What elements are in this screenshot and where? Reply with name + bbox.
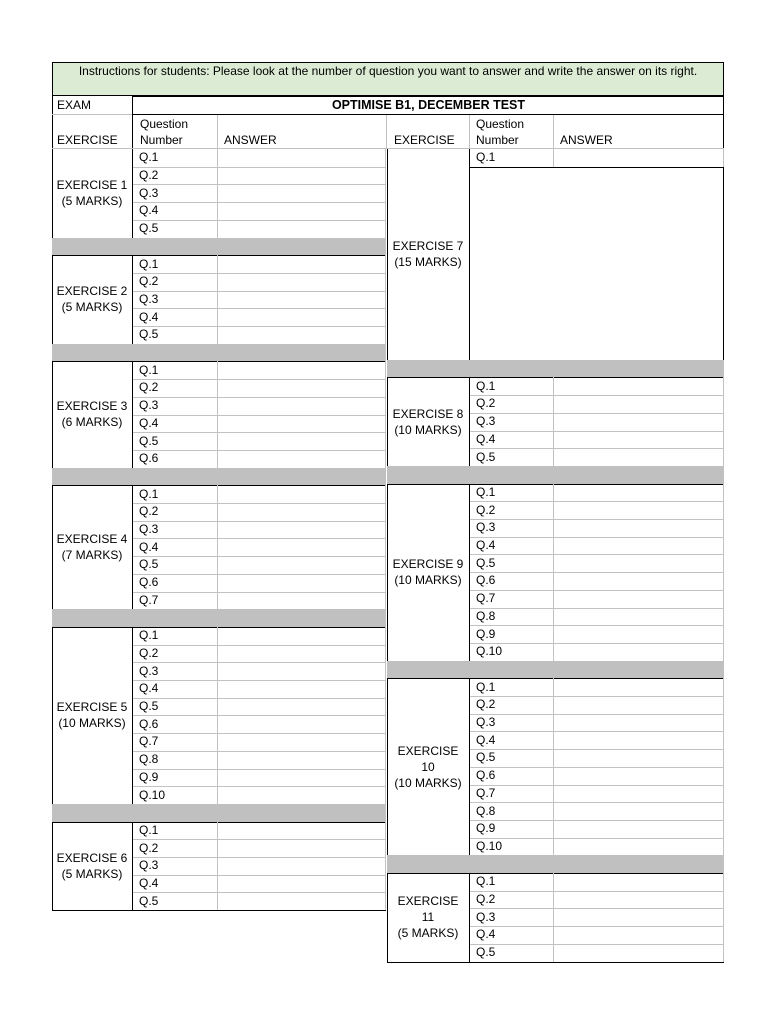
exercise-name: 11 [421,910,435,925]
separator-row [52,804,386,822]
right-border [723,873,724,962]
answer-field[interactable] [554,502,723,518]
exercise-marks: (7 MARKS) [61,548,123,563]
answer-divider [553,678,554,855]
exercise-marks: (10 MARKS) [394,422,462,437]
answer-field[interactable] [218,699,385,715]
question-number: Q.3 [139,663,159,678]
answer-field[interactable] [218,274,385,290]
answer-field[interactable] [218,486,385,502]
exercise-divider [469,484,470,661]
answer-field[interactable] [554,520,723,536]
question-number: Q.3 [139,398,159,413]
question-number: Q.2 [476,502,496,517]
frame-divider [469,115,470,149]
answer-divider [217,255,218,344]
exam-title: OPTIMISE B1, DECEMBER TEST [331,98,526,112]
exercise-divider [132,361,133,467]
exercise-label [387,484,469,661]
question-number: Q.1 [139,486,159,501]
instructions-banner [52,62,724,96]
question-number: Q.1 [139,150,159,165]
answer-field[interactable] [218,416,385,432]
exercise-left-border [52,822,53,911]
right-border [723,678,724,855]
question-number: Q.10 [476,838,503,853]
answer-divider [217,627,218,804]
question-number: Q.4 [139,681,159,696]
answer-field[interactable] [218,734,385,750]
question-number: Q.5 [139,893,159,908]
question-number: Q.2 [139,840,159,855]
left-question-header-line1: Question [140,117,189,131]
exercise-marks: (5 MARKS) [61,300,123,315]
answer-field[interactable] [218,185,385,201]
question-number: Q.1 [476,150,496,165]
answer-divider [553,149,554,167]
answer-field[interactable] [554,644,723,660]
question-number: Q.4 [476,431,496,446]
question-number: Q.6 [476,573,496,588]
right-border [723,484,724,661]
left-exercise-header: EXERCISE [57,133,118,147]
frame-divider [132,96,133,149]
answer-field[interactable] [218,876,385,892]
exercise-name: EXERCISE [397,894,459,909]
question-number: Q.1 [476,484,496,499]
question-number: Q.6 [476,768,496,783]
separator-row [52,344,386,362]
left-answer-header: ANSWER [224,133,277,147]
exercise-label [52,255,132,344]
question-number: Q.6 [139,575,159,590]
right-question-header-line1: Question [476,117,525,131]
answer-field[interactable] [554,750,723,766]
answer-field[interactable] [218,309,385,325]
separator-row [52,238,386,256]
answer-field[interactable] [554,538,723,554]
exercise-bottom-border [387,962,724,963]
answer-field[interactable] [218,433,385,449]
exercise-label [387,873,469,962]
exercise-left-border [387,377,388,466]
answer-field[interactable] [554,449,723,465]
answer-field[interactable] [554,432,723,448]
answer-field[interactable] [218,398,385,414]
exercise-marks: (10 MARKS) [58,716,126,731]
question-number: Q.4 [476,538,496,553]
exercise-divider [469,149,470,360]
separator-row [387,360,724,378]
question-number: Q.2 [139,380,159,395]
question-number: Q.3 [139,185,159,200]
exercise-label [387,377,469,466]
answer-field[interactable] [218,752,385,768]
question-number: Q.4 [139,876,159,891]
separator-row [52,609,386,627]
right-border [385,149,386,238]
exercise-label [52,149,132,238]
question-number: Q.4 [139,203,159,218]
answer-field[interactable] [218,646,385,662]
right-border [385,485,386,609]
question-number: Q.3 [139,858,159,873]
question-number: Q.3 [139,291,159,306]
question-number: Q.9 [476,821,496,836]
question-number: Q.7 [476,785,496,800]
exercise-marks: (10 MARKS) [394,775,462,790]
question-number: Q.5 [139,433,159,448]
left-question-number-header [133,115,217,149]
answer-field[interactable] [554,485,723,501]
exercise-label [52,627,132,804]
answer-field[interactable] [218,893,385,909]
question-number: Q.4 [139,539,159,554]
question-number: Q.10 [476,644,503,659]
answer-field[interactable] [554,573,723,589]
exercise-marks: (5 MARKS) [61,866,123,881]
answer-field[interactable] [218,504,385,520]
answer-field[interactable] [218,203,385,219]
question-number: Q.3 [476,715,496,730]
answer-field[interactable] [218,787,385,803]
exam-label: EXAM [57,98,92,112]
answer-field[interactable] [554,892,723,908]
exercise-left-border [52,361,53,467]
answer-field[interactable] [218,168,385,184]
right-answer-header: ANSWER [560,133,613,147]
exercise-name: EXERCISE 1 [56,178,128,193]
frame-divider [217,115,218,149]
question-number: Q.5 [476,555,496,570]
separator-row [387,466,724,484]
exercise-label [387,149,469,360]
answer-field[interactable] [554,396,723,412]
question-number: Q.3 [139,522,159,537]
question-number: Q.2 [139,168,159,183]
exercise-name: 10 [421,759,435,774]
answer-divider [553,377,554,466]
right-question-number-header [469,115,553,149]
exercise-left-border [387,484,388,661]
answer-field[interactable] [218,557,385,573]
question-number: Q.10 [139,787,166,802]
question-number: Q.8 [476,803,496,818]
answer-divider [553,873,554,962]
answer-field[interactable] [554,150,723,166]
exercise-marks: (15 MARKS) [394,255,462,270]
question-number: Q.2 [476,396,496,411]
exercise-label [387,678,469,855]
exercise-left-border [52,149,53,238]
question-number: Q.5 [139,699,159,714]
exercise-divider [132,485,133,609]
answer-field[interactable] [218,380,385,396]
question-number: Q.4 [476,732,496,747]
answer-field[interactable] [554,768,723,784]
question-number: Q.6 [139,451,159,466]
exercise-divider [132,822,133,911]
exercise-name: EXERCISE 3 [56,399,128,414]
answer-field[interactable] [218,292,385,308]
answer-field[interactable] [218,539,385,555]
exercise-name: EXERCISE 7 [392,239,464,254]
frame-divider [52,114,132,115]
frame-divider [386,115,387,149]
answer-field[interactable] [218,451,385,467]
answer-field[interactable] [554,927,723,943]
exercise-left-border [387,149,388,360]
question-number: Q.7 [139,592,159,607]
answer-field[interactable] [218,770,385,786]
answer-field[interactable] [218,221,385,237]
question-number: Q.7 [139,734,159,749]
right-border [723,149,724,167]
answer-field[interactable] [554,909,723,925]
question-number: Q.3 [476,414,496,429]
exercise-name: EXERCISE 6 [56,850,128,865]
answer-field[interactable] [218,823,385,839]
left-question-header-line2: Number [140,133,183,147]
right-border [385,255,386,344]
answer-field[interactable] [218,840,385,856]
separator-row [52,468,386,486]
answer-divider [217,361,218,467]
answer-field[interactable] [554,591,723,607]
answer-field[interactable] [554,609,723,625]
exercise-name: EXERCISE 8 [392,406,464,421]
title-bottom-border [132,114,724,115]
question-number: Q.5 [476,750,496,765]
answer-field[interactable] [218,522,385,538]
question-number: Q.2 [476,892,496,907]
question-number: Q.4 [476,927,496,942]
exercise-left-border [387,678,388,855]
frame-left-edge [52,96,53,149]
answer-field[interactable] [554,732,723,748]
question-number: Q.5 [139,557,159,572]
answer-divider [217,149,218,238]
answer-field[interactable] [554,555,723,571]
question-number: Q.3 [476,909,496,924]
question-number: Q.7 [476,591,496,606]
answer-field[interactable] [218,593,385,609]
answer-field[interactable] [554,786,723,802]
answer-field[interactable] [218,327,385,343]
right-border [385,822,386,911]
answer-field[interactable] [218,716,385,732]
answer-field[interactable] [554,697,723,713]
separator-row [387,855,724,873]
exercise-left-border [387,873,388,962]
answer-field[interactable] [554,378,723,394]
answer-field[interactable] [554,874,723,890]
question-number: Q.1 [139,822,159,837]
answer-field[interactable] [218,150,385,166]
answer-field[interactable] [218,858,385,874]
question-number: Q.2 [476,697,496,712]
question-number: Q.9 [139,769,159,784]
answer-field[interactable] [554,679,723,695]
question-number: Q.5 [139,327,159,342]
answer-divider [217,822,218,911]
question-number: Q.2 [139,274,159,289]
question-number: Q.2 [139,645,159,660]
exercise-name: EXERCISE [397,743,459,758]
answer-field[interactable] [554,945,723,961]
question-number: Q.1 [139,628,159,643]
answer-field[interactable] [554,821,723,837]
exercise-name: EXERCISE 4 [56,532,128,547]
answer-field[interactable] [554,803,723,819]
exercise-divider [469,678,470,855]
exercise-left-border [52,627,53,804]
answer-field[interactable] [218,256,385,272]
question-number: Q.4 [139,415,159,430]
exercise-left-border [52,255,53,344]
question-number: Q.1 [476,378,496,393]
answer-field[interactable] [554,626,723,642]
exercise-label [52,822,132,911]
answer-field[interactable] [554,414,723,430]
answer-field[interactable] [218,362,385,378]
right-border [723,377,724,466]
exercise-7-answer-area[interactable] [470,168,723,359]
separator-row [387,661,724,679]
title-top-border [132,96,724,97]
answer-field[interactable] [554,715,723,731]
question-number: Q.1 [476,679,496,694]
question-number: Q.2 [139,504,159,519]
answer-divider [553,484,554,661]
question-number: Q.5 [476,449,496,464]
exercise-divider [469,377,470,466]
frame-divider [553,115,554,149]
question-number: Q.5 [139,221,159,236]
exercise-marks: (5 MARKS) [397,926,459,941]
question-number: Q.8 [139,752,159,767]
answer-field[interactable] [218,663,385,679]
exercise-divider [469,873,470,962]
question-number: Q.9 [476,626,496,641]
right-question-header-line2: Number [476,133,519,147]
right-exercise-header: EXERCISE [394,133,455,147]
answer-field[interactable] [554,839,723,855]
question-number: Q.5 [476,945,496,960]
question-number: Q.6 [139,716,159,731]
answer-field[interactable] [218,681,385,697]
exercise-marks: (6 MARKS) [61,415,123,430]
exercise-bottom-border [52,910,386,911]
answer-field[interactable] [218,575,385,591]
exercise-marks: (10 MARKS) [394,573,462,588]
answer-divider [217,485,218,609]
exercise-name: EXERCISE 5 [56,700,128,715]
right-border [385,627,386,804]
question-number: Q.3 [476,520,496,535]
question-number: Q.1 [139,362,159,377]
right-border [385,361,386,467]
exercise-left-border [52,485,53,609]
exercise-marks: (5 MARKS) [61,194,123,209]
exercise-label [52,361,132,467]
exercise-label [52,485,132,609]
exercise-divider [132,627,133,804]
exercise-name: EXERCISE 9 [392,557,464,572]
exercise-divider [132,255,133,344]
exercise-name: EXERCISE 2 [56,284,128,299]
writing-box-right [723,167,724,360]
answer-field[interactable] [218,628,385,644]
question-number: Q.1 [476,874,496,889]
question-number: Q.4 [139,309,159,324]
exercise-divider [132,149,133,238]
question-number: Q.1 [139,256,159,271]
instructions-text: Instructions for students: Please look at the number of question you want to answer and write the answer on its right. [78,64,698,78]
question-number: Q.8 [476,608,496,623]
